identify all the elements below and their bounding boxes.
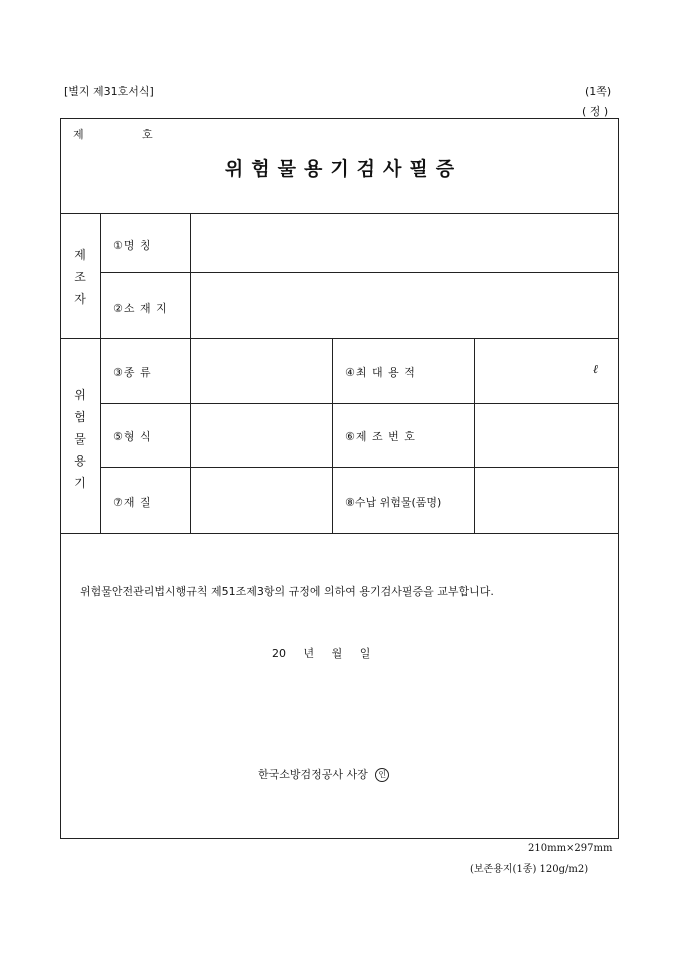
address-field[interactable] <box>200 300 610 316</box>
paper-type: (보존용지(1종) 120g/m2) <box>470 864 589 875</box>
seal-mark: 인 <box>375 768 389 782</box>
name-field[interactable] <box>200 237 610 253</box>
certificate-number-label: 제 <box>73 128 84 141</box>
stored-hazardous-label: ⑧수납 위험물(품명) <box>345 496 442 509</box>
model-label: ⑤형 식 <box>113 430 152 443</box>
certificate-number-suffix: 호 <box>142 128 153 141</box>
material-field[interactable] <box>200 494 324 510</box>
max-capacity-field[interactable]: ℓ <box>593 362 598 376</box>
stored-hazardous-field[interactable] <box>484 494 608 510</box>
manufacturer-group-label: 제 조 자 <box>74 248 86 306</box>
page-title: 위험물용기검사필증 <box>224 158 463 180</box>
side-indicator: ( 정 ) <box>582 105 609 118</box>
issuance-statement: 위험물안전관리법시행규칙 제51조제3항의 규정에 의하여 용기검사필증을 교부합니다. <box>80 585 494 598</box>
type-field[interactable] <box>200 364 324 380</box>
issue-date: 20 년 월 일 <box>272 647 371 660</box>
container-group-label: 위 험 물 용 기 <box>74 388 86 490</box>
material-label: ⑦재 질 <box>113 496 152 509</box>
serial-number-field[interactable] <box>484 428 608 444</box>
type-label: ③종 류 <box>113 366 152 379</box>
paper-size: 210mm×297mm <box>528 843 613 854</box>
max-capacity-label: ④최 대 용 적 <box>345 366 416 379</box>
serial-number-label: ⑥제 조 번 호 <box>345 430 416 443</box>
model-field[interactable] <box>200 428 324 444</box>
issuer-block <box>258 766 389 782</box>
form-number: [별지 제31호서식] <box>64 85 154 98</box>
page-indicator: (1쪽) <box>585 85 612 98</box>
name-label: ①명 칭 <box>113 239 152 252</box>
issuer-name: 한국소방검정공사 사장 <box>258 768 368 781</box>
address-label: ②소 재 지 <box>113 302 168 315</box>
